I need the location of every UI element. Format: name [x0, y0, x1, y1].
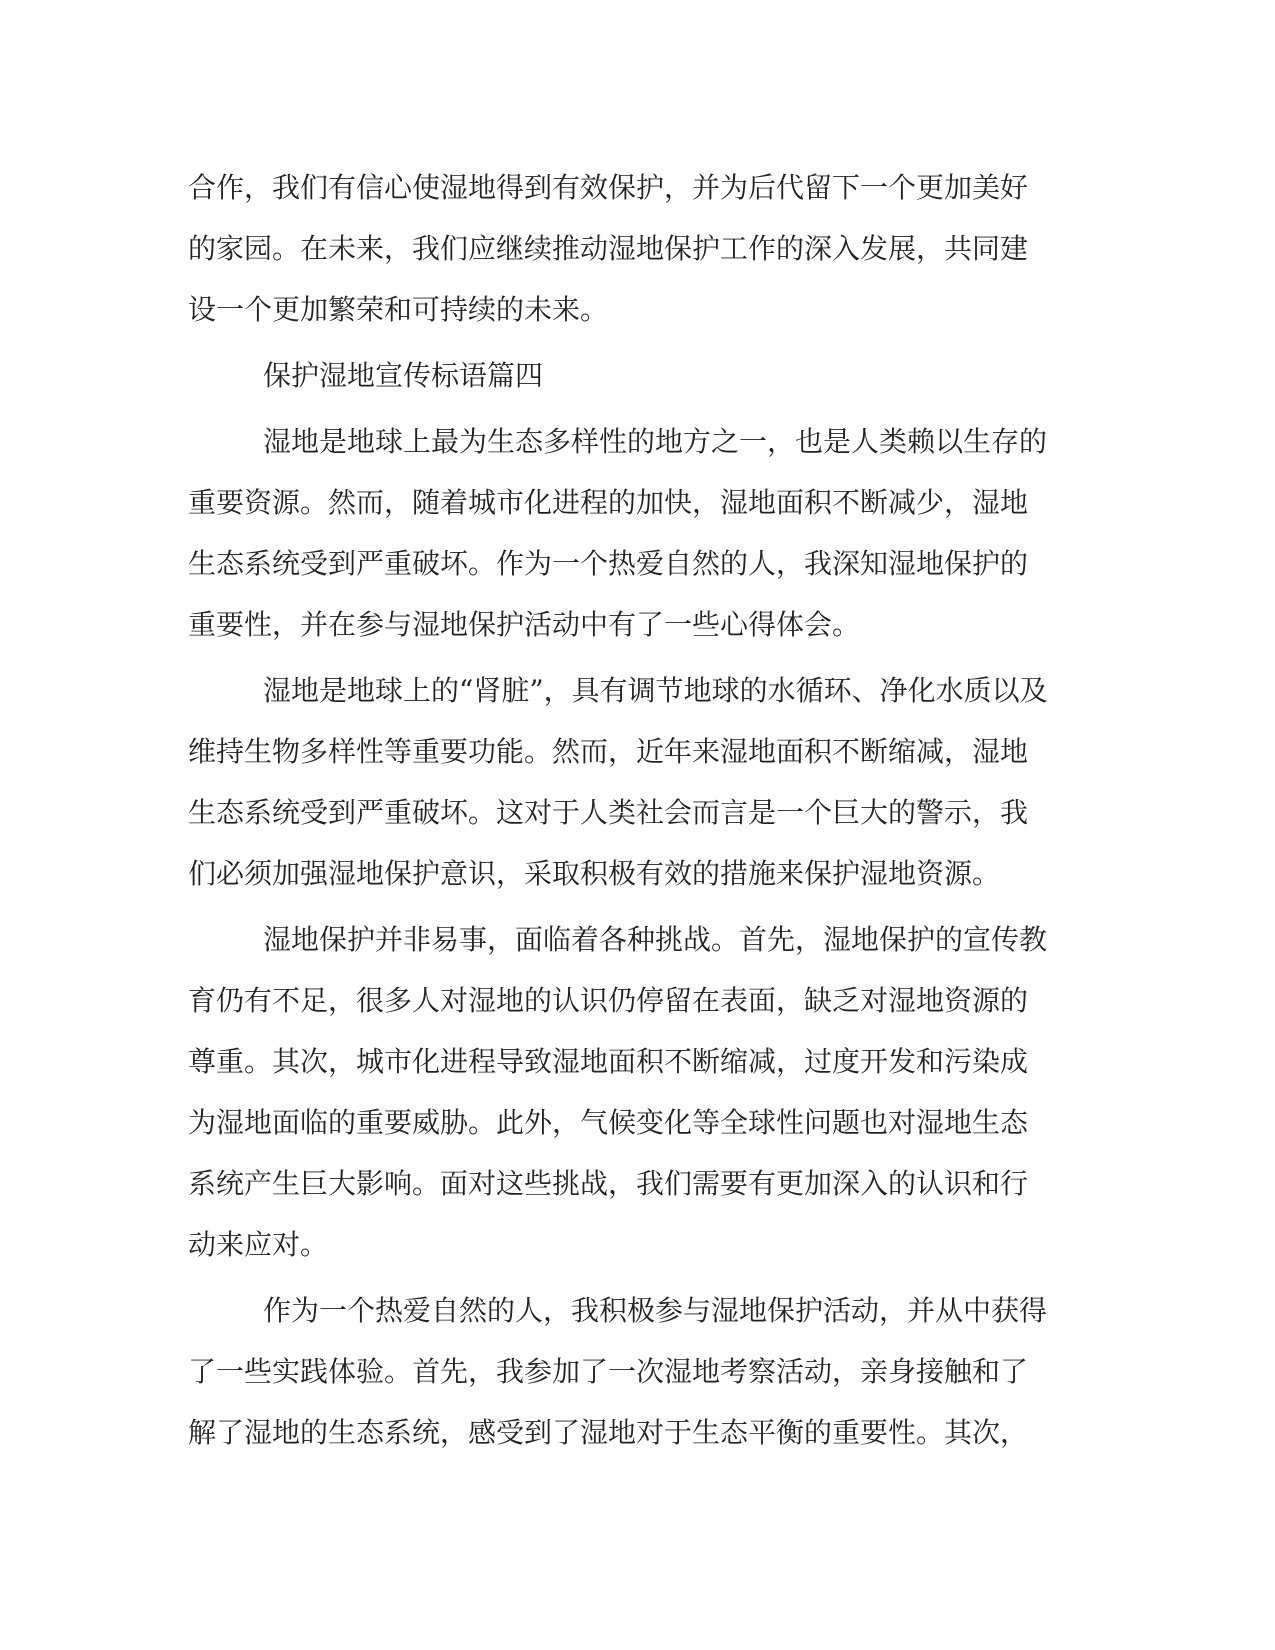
text-line: 设一个更加繁荣和可持续的未来。 [188, 293, 609, 326]
section-heading [188, 345, 1078, 406]
text-line: 的家园。在未来，我们应继续推动湿地保护工作的深入发展，共同建 [188, 232, 1029, 265]
text-line: 湿地是地球上最为生态多样性的地方之一，也是人类赖以生存的 [263, 425, 1048, 458]
paragraph-3 [188, 909, 1078, 1275]
text-line: 了一些实践体验。首先，我参加了一次湿地考察活动，亲身接触和了 [188, 1355, 1029, 1388]
paragraph-continuation [188, 157, 1078, 340]
text-line: 合作，我们有信心使湿地得到有效保护，并为后代留下一个更加美好 [188, 171, 1029, 204]
paragraph-4 [188, 1280, 1078, 1463]
text-line: 系统产生巨大影响。面对这些挑战，我们需要有更加深入的认识和行 [188, 1167, 1029, 1200]
text-line: 维持生物多样性等重要功能。然而，近年来湿地面积不断缩减，湿地 [188, 735, 1029, 768]
text-line: 湿地保护并非易事，面临着各种挑战。首先，湿地保护的宣传教 [263, 923, 1048, 956]
document-body [188, 157, 1078, 1463]
text-line: 为湿地面临的重要威胁。此外，气候变化等全球性问题也对湿地生态 [188, 1106, 1029, 1139]
paragraph-1 [188, 411, 1078, 655]
paragraph-2 [188, 660, 1078, 904]
text-line: 们必须加强湿地保护意识，采取积极有效的措施来保护湿地资源。 [188, 857, 1001, 890]
text-line: 解了湿地的生态系统，感受到了湿地对于生态平衡的重要性。其次， [188, 1416, 1029, 1449]
text-line: 重要性，并在参与湿地保护活动中有了一些心得体会。 [188, 608, 861, 641]
text-line: 作为一个热爱自然的人，我积极参与湿地保护活动，并从中获得 [263, 1294, 1048, 1327]
text-line: 动来应对。 [188, 1228, 329, 1261]
text-line: 湿地是地球上的“肾脏”，具有调节地球的水循环、净化水质以及 [263, 674, 1048, 707]
text-line: 重要资源。然而，随着城市化进程的加快，湿地面积不断减少，湿地 [188, 486, 1029, 519]
text-line: 生态系统受到严重破坏。这对于人类社会而言是一个巨大的警示，我 [188, 796, 1029, 829]
heading-text: 保护湿地宣传标语篇四 [263, 359, 544, 392]
text-line: 育仍有不足，很多人对湿地的认识仍停留在表面，缺乏对湿地资源的 [188, 984, 1029, 1017]
text-line: 生态系统受到严重破坏。作为一个热爱自然的人，我深知湿地保护的 [188, 547, 1029, 580]
text-line: 尊重。其次，城市化进程导致湿地面积不断缩减，过度开发和污染成 [188, 1045, 1029, 1078]
